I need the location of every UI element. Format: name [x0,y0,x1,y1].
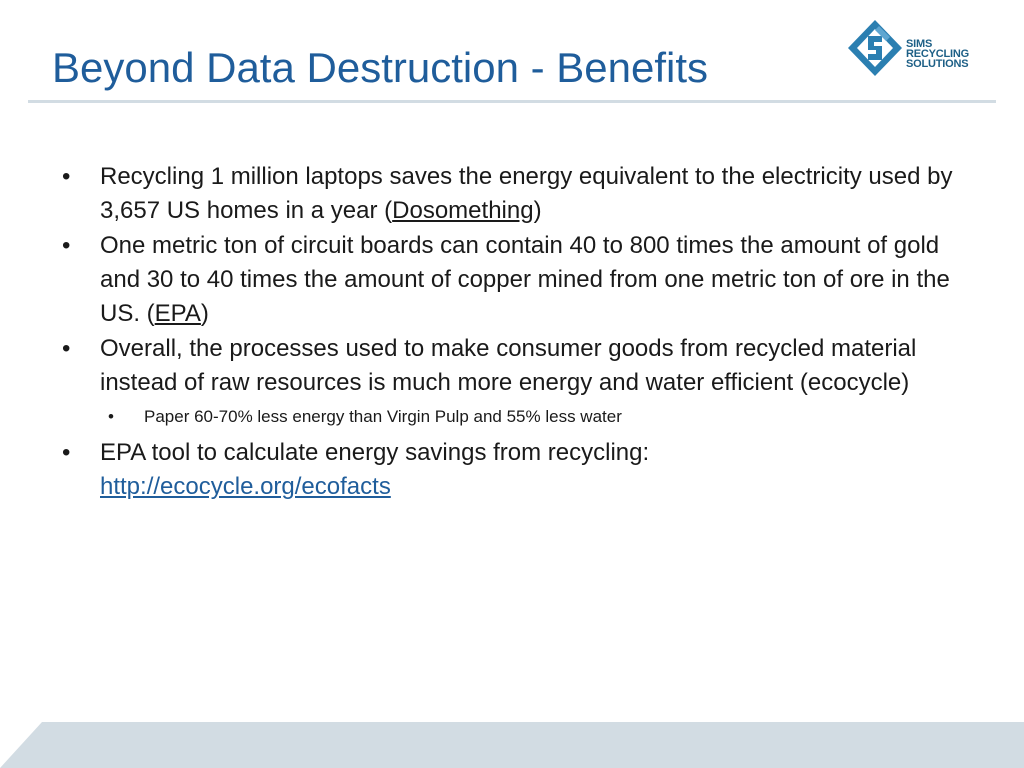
logo-line-sims: SIMS [906,38,933,50]
sims-logo-mark-icon [846,18,904,84]
bullet-text-close: ) [200,300,209,327]
slide-title: Beyond Data Destruction - Benefits [52,44,709,91]
bullet-marker: • [108,407,114,426]
ecocycle-ecofacts-link[interactable]: http://ecocycle.org/ecofacts [100,473,391,500]
sub-bullet-item [56,404,976,430]
title-divider [28,100,996,103]
bullet-item [56,229,976,331]
logo-line-solutions: SOLUTIONS [906,58,969,70]
footer-band [0,722,1024,768]
bullet-list [56,160,976,505]
bullet-text: One metric ton of circuit boards can contain 40 to 800 times the amount of gold and 30 to 40 times the amount of copper mined from one metric ton of ore in the US. ( [100,232,950,327]
bullet-text: Overall, the processes used to make consumer goods from recycled material instead of raw resources is much more energy and water efficient (ecocycle) [100,335,917,396]
epa-link[interactable]: EPA [154,300,201,327]
bullet-marker: • [62,232,71,259]
bullet-text: Recycling 1 million laptops saves the energy equivalent to the electricity used by 3,657 US homes in a year ( [100,163,953,224]
bullet-item [56,436,976,504]
bullet-text-close: ) [533,197,542,224]
bullet-item [56,160,976,228]
bullet-marker: • [62,439,71,466]
bullet-marker: • [62,335,71,362]
dosomething-link[interactable]: Dosomething [392,197,534,224]
logo-wordmark [906,39,969,69]
bullet-text: Paper 60-70% less energy than Virgin Pulp and 55% less water [144,407,622,426]
bullet-text: EPA tool to calculate energy savings from recycling: [100,439,650,466]
sims-recycling-solutions-logo [846,18,1006,84]
bullet-item [56,332,976,400]
logo-line-recycling: RECYCLING [906,48,969,60]
bullet-marker: • [62,163,71,190]
